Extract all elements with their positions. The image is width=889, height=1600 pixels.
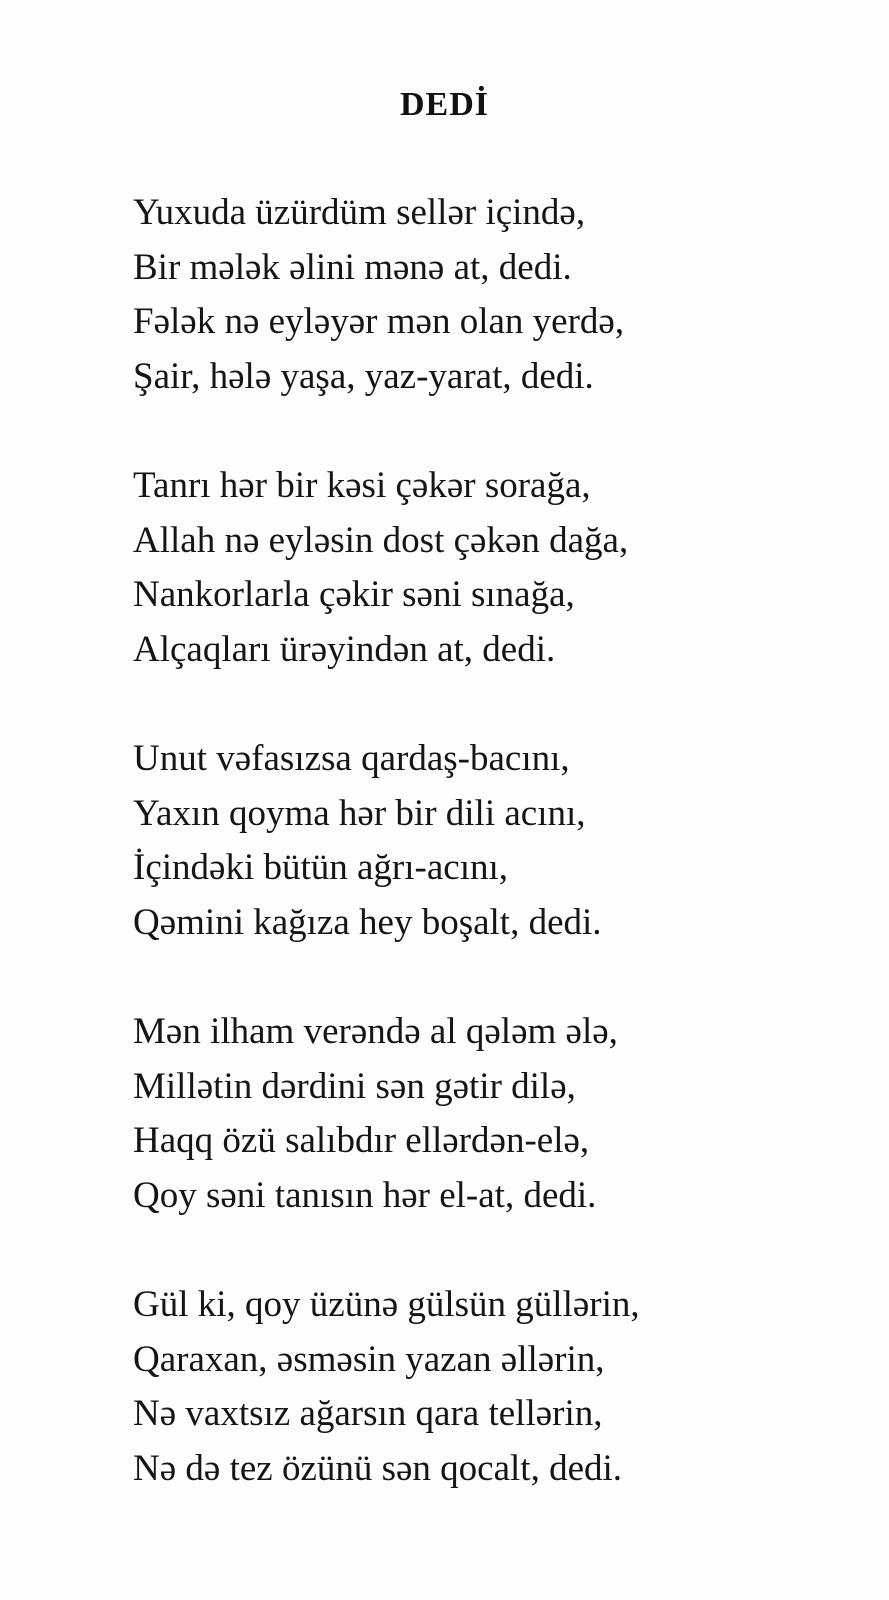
poem-line: Millətin dərdini sən gətir dilə, xyxy=(133,1065,576,1107)
poem-line: Allah nə eyləsin dost çəkən dağa, xyxy=(133,519,629,561)
poem-line: Nankorlarla çəkir səni sınağa, xyxy=(133,574,575,615)
poem-line: Alçaqları ürəyindən at, dedi. xyxy=(133,628,556,670)
stanza-3 xyxy=(133,732,853,950)
stanza-1 xyxy=(133,186,853,404)
poem-line: Tanrı hər bir kəsi çəkər sorağa, xyxy=(133,465,591,506)
stanza-5 xyxy=(133,1278,853,1496)
stanza-4 xyxy=(133,1005,853,1223)
poem-line: Unut vəfasızsa qardaş-bacını, xyxy=(133,738,570,779)
poem-body xyxy=(133,186,853,1551)
poem-line: Fələk nə eyləyər mən olan yerdə, xyxy=(133,301,625,342)
poem-line: Yuxuda üzürdüm sellər içində, xyxy=(133,192,586,233)
poem-line: Bir mələk əlini mənə at, dedi. xyxy=(133,246,572,288)
poem-line: Yaxın qoyma hər bir dili acını, xyxy=(133,792,586,834)
stanza-2 xyxy=(133,459,853,677)
poem-line: Haqq özü salıbdır ellərdən-elə, xyxy=(133,1120,590,1161)
poem-line: Gül ki, qoy üzünə gülsün güllərin, xyxy=(133,1284,640,1325)
poem-line: Nə də tez özünü sən qocalt, dedi. xyxy=(133,1447,623,1489)
poem-line: Qoy səni tanısın hər el-at, dedi. xyxy=(133,1174,597,1216)
poem-line: Nə vaxtsız ağarsın qara tellərin, xyxy=(133,1393,603,1434)
poem-line: Mən ilham verəndə al qələm ələ, xyxy=(133,1011,618,1052)
poem-title: DEDİ xyxy=(399,86,490,123)
poem-line: Qaraxan, əsməsin yazan əllərin, xyxy=(133,1338,605,1380)
poem-line: Qəmini kağıza hey boşalt, dedi. xyxy=(133,901,602,943)
poem-line: İçindəki bütün ağrı-acını, xyxy=(133,847,509,888)
poem-line: Şair, hələ yaşa, yaz-yarat, dedi. xyxy=(133,355,594,397)
